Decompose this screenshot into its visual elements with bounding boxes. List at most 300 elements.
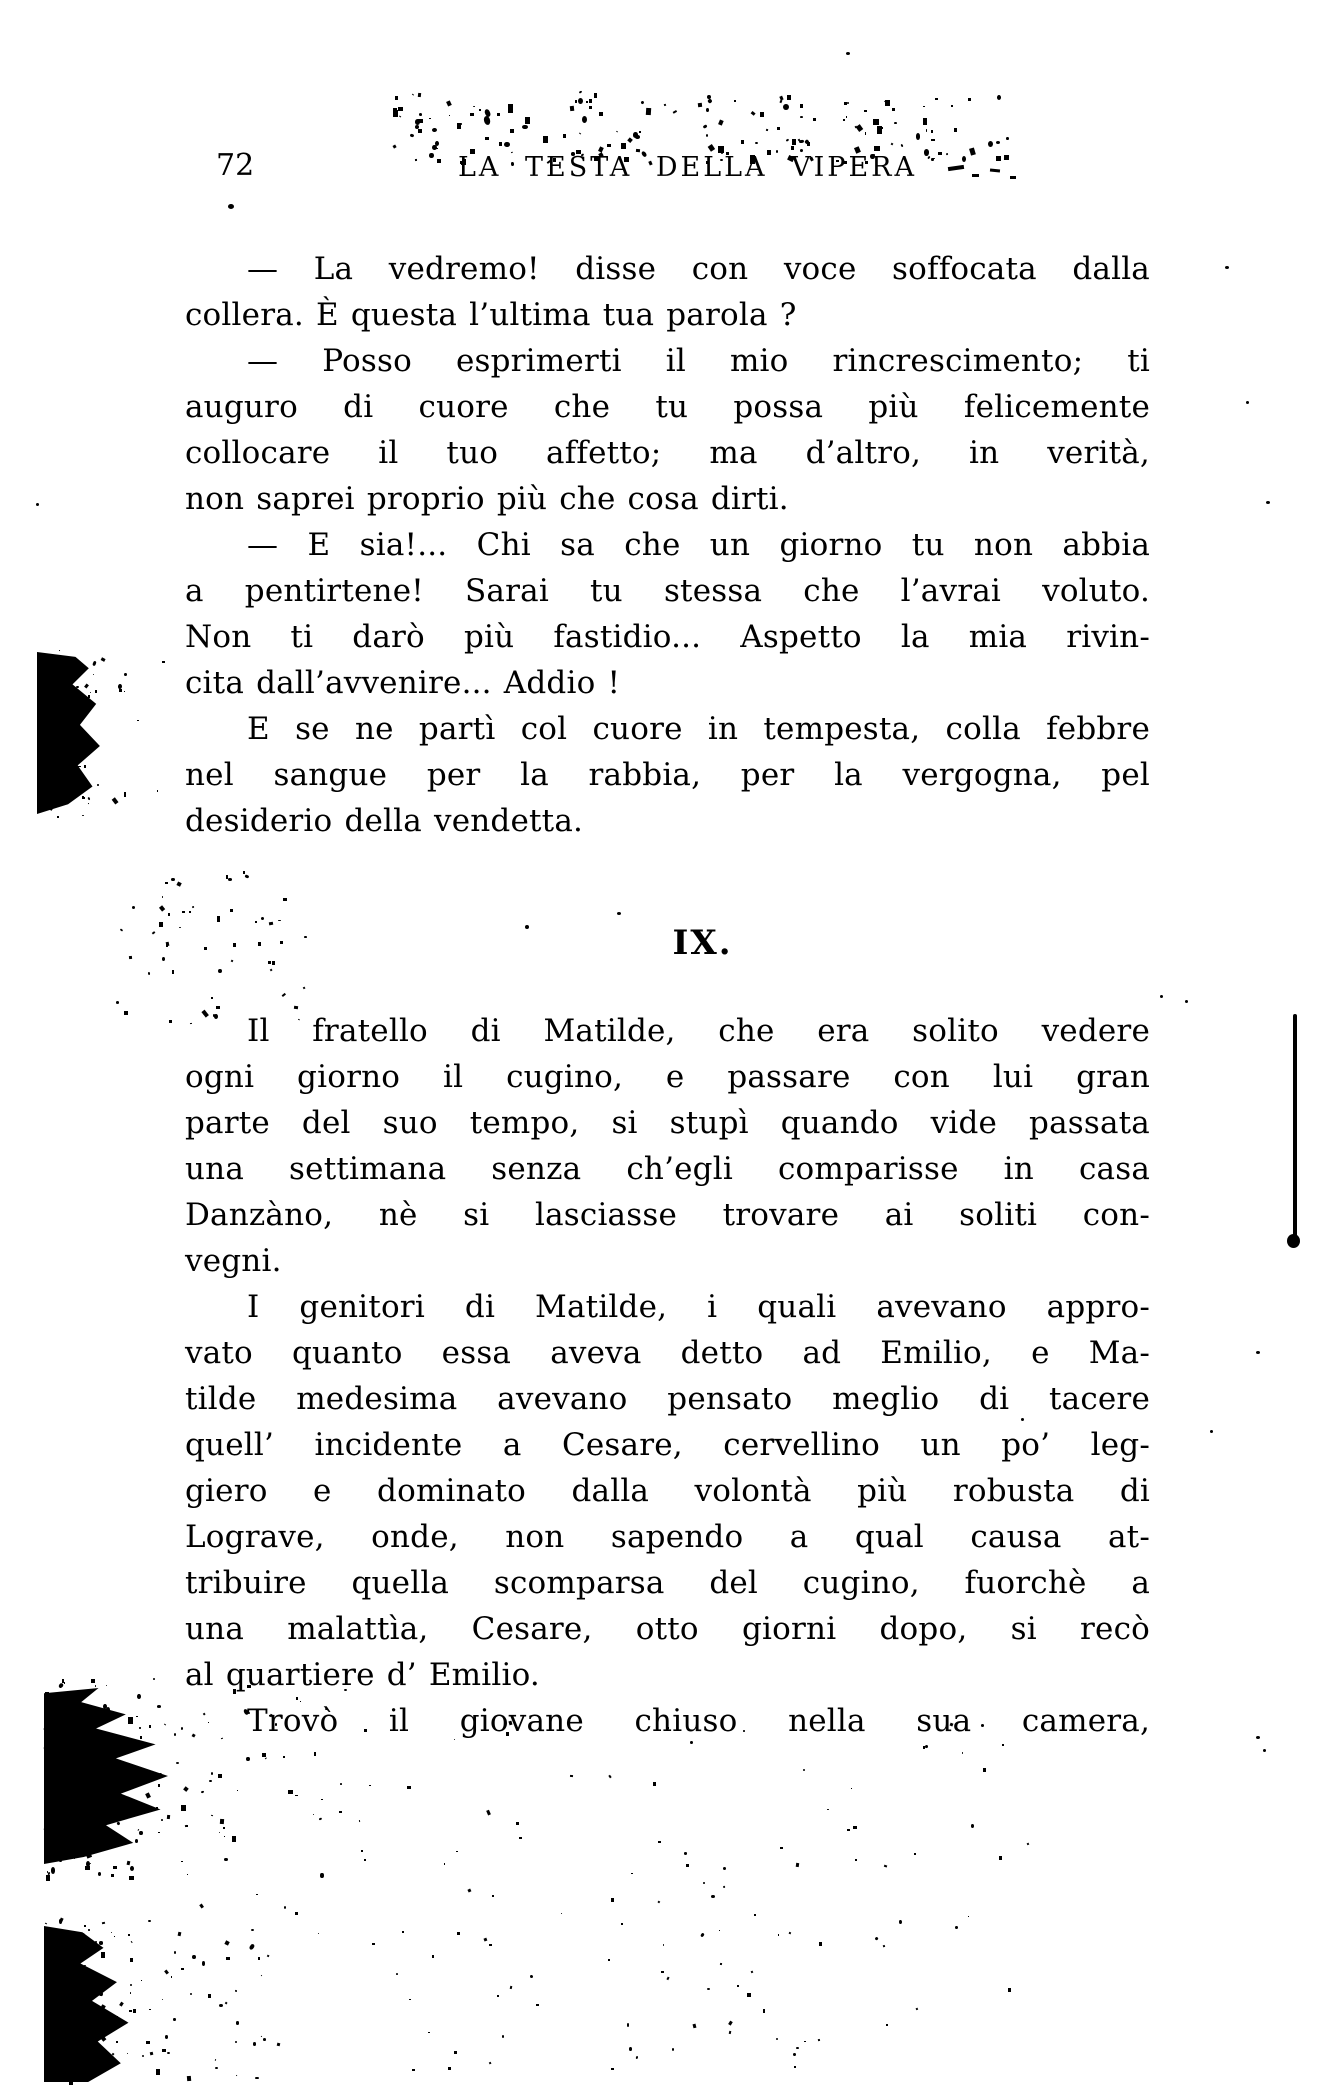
noise-dot: [131, 1941, 133, 1943]
noise-dot: [130, 1958, 133, 1962]
noise-dot: [48, 2064, 52, 2069]
noise-dot: [57, 779, 61, 784]
page-number: 72: [216, 148, 255, 183]
text-line: desiderio della vendetta.: [185, 803, 584, 839]
noise-dot: [45, 1922, 47, 1924]
noise-dot: [95, 1941, 97, 1943]
noise-dot: [108, 1771, 113, 1776]
noise-dot: [658, 1901, 661, 1903]
noise-dot: [295, 1912, 298, 1915]
noise-dot: [137, 720, 139, 722]
noise-dot: [340, 1783, 342, 1785]
noise-dot: [117, 1821, 121, 1825]
noise-dot: [51, 1867, 56, 1874]
noise-dot: [178, 1932, 181, 1936]
noise-dot: [37, 673, 41, 677]
noise-dot: [799, 139, 804, 143]
noise-dot: [924, 1744, 927, 1747]
text-line: Danzàno, nè si lasciasse trovare ai soliti con-: [185, 1197, 1150, 1233]
noise-dot: [589, 99, 592, 103]
noise-dot: [44, 1738, 48, 1741]
noise-dot: [525, 117, 530, 123]
noise-dot: [114, 1936, 115, 1937]
noise-dot: [50, 1981, 52, 1983]
noise-dot: [99, 2034, 106, 2042]
noise-dot: [519, 1837, 522, 1839]
noise-dot: [883, 1945, 886, 1948]
noise-dot: [418, 129, 422, 133]
text-line: — Posso esprimerti il mio rincrescimento; ti: [247, 343, 1150, 379]
noise-dot: [92, 661, 97, 666]
noise-dot: [1008, 1988, 1011, 1992]
noise-dot: [393, 110, 398, 116]
noise-dot: [467, 1888, 471, 1892]
noise-dot: [48, 1794, 52, 1799]
noise-dot: [807, 142, 810, 146]
noise-dot: [611, 1898, 614, 1901]
noise-dot: [79, 1843, 81, 1846]
text-line: vato quanto essa aveva detto ad Emilio, e Ma-: [185, 1335, 1150, 1371]
noise-dot: [100, 2004, 106, 2010]
noise-dot: [563, 134, 567, 138]
noise-dot: [487, 1810, 492, 1816]
noise-dot: [1256, 1351, 1260, 1354]
noise-dot: [128, 1934, 130, 1936]
noise-dot: [111, 2014, 113, 2016]
noise-dot: [59, 1811, 61, 1813]
noise-dot: [88, 695, 90, 697]
noise-dot: [106, 1685, 107, 1686]
noise-dot: [54, 1736, 58, 1739]
paragraph: [185, 1008, 1150, 1284]
noise-dot: [847, 102, 849, 105]
noise-dot: [80, 749, 84, 753]
noise-dot: [83, 695, 84, 696]
noise-dot: [100, 657, 105, 662]
section-heading: IX.: [672, 923, 733, 963]
noise-dot: [139, 1727, 140, 1728]
noise-dot: [706, 108, 709, 112]
noise-dot: [686, 1864, 689, 1867]
noise-dot: [57, 1832, 61, 1836]
noise-dot: [51, 1853, 56, 1858]
noise-dot: [968, 98, 970, 101]
text-line: E se ne partì col cuore in tempesta, colla febbre: [247, 711, 1150, 747]
noise-dot: [707, 98, 713, 104]
noise-dot: [765, 129, 768, 132]
noise-dot: [955, 1926, 958, 1929]
noise-dot: [999, 1856, 1002, 1860]
noise-dot: [702, 124, 707, 128]
noise-dot: [569, 1775, 573, 1778]
text-line: Il fratello di Matilde, che era solito vedere: [247, 1013, 1150, 1049]
noise-dot: [1263, 1749, 1266, 1752]
noise-dot: [47, 752, 49, 753]
noise-dot: [84, 684, 89, 689]
noise-dot: [412, 94, 414, 96]
noise-dot: [55, 714, 57, 716]
noise-dot: [82, 797, 85, 799]
noise-dot: [82, 815, 84, 816]
noise-dot: [101, 1756, 104, 1759]
noise-dot: [144, 1770, 146, 1772]
noise-dot: [116, 1769, 121, 1774]
noise-dot: [847, 1829, 849, 1831]
noise-dot: [260, 1975, 262, 1977]
noise-dot: [106, 1707, 110, 1713]
noise-dot: [57, 698, 60, 701]
noise-dot: [611, 2068, 614, 2070]
noise-dot: [755, 142, 758, 145]
text-line: parte del suo tempo, si stupì quando vide passata: [185, 1105, 1150, 1141]
text-line: una settimana senza ch’egli comparisse in casa: [185, 1151, 1150, 1187]
noise-dot: [419, 113, 422, 116]
noise-dot: [658, 1841, 661, 1844]
noise-dot: [483, 1938, 487, 1942]
noise-dot: [130, 1866, 135, 1872]
noise-dot: [63, 1963, 65, 1965]
noise-dot: [129, 956, 132, 959]
noise-dot: [142, 2055, 144, 2057]
noise-dot: [684, 1852, 687, 1854]
noise-dot: [530, 1974, 533, 1977]
noise-dot: [38, 686, 41, 689]
noise-dot: [105, 1843, 107, 1844]
noise-dot: [983, 1768, 986, 1772]
noise-dot: [39, 724, 42, 728]
noise-dot: [1266, 501, 1270, 504]
noise-dot: [110, 1754, 116, 1761]
noise-dot: [106, 2024, 108, 2026]
noise-dot: [68, 2027, 70, 2029]
noise-dot: [50, 1777, 52, 1779]
noise-dot: [492, 1895, 495, 1897]
noise-dot: [788, 1932, 790, 1934]
noise-dot: [59, 1860, 62, 1862]
noise-dot: [796, 1862, 800, 1866]
text-line: quell’ incidente a Cesare, cervellino un po’ leg-: [185, 1427, 1150, 1463]
noise-dot: [236, 2075, 238, 2077]
noise-dot: [884, 1865, 887, 1868]
noise-dot: [124, 1011, 128, 1015]
noise-dot: [803, 1769, 805, 1771]
noise-dot: [48, 684, 51, 687]
noise-dot: [599, 112, 604, 115]
noise-dot: [1185, 1000, 1188, 1003]
noise-dot: [395, 96, 398, 101]
noise-dot: [750, 111, 755, 116]
paragraph: [185, 706, 1150, 844]
noise-dot: [47, 1871, 48, 1872]
noise-dot: [77, 2072, 80, 2075]
noise-dot: [931, 139, 935, 142]
text-line: a pentirtene! Sarai tu stessa che l’avrai voluto.: [185, 573, 1150, 609]
noise-dot: [38, 738, 42, 744]
noise-dot: [186, 2076, 191, 2081]
noise-dot: [90, 1863, 91, 1864]
noise-dot: [84, 1965, 86, 1966]
paragraph: [185, 246, 1150, 338]
text-line: Lograve, onde, non sapendo a qual causa at-: [185, 1519, 1150, 1555]
noise-dot: [171, 1976, 172, 1978]
noise-dot: [47, 2011, 52, 2017]
noise-dot: [47, 1750, 50, 1753]
noise-dot: [65, 694, 66, 695]
noise-dot: [255, 2077, 259, 2080]
noise-dot: [707, 1988, 710, 1990]
text-line: nel sangue per la rabbia, per la vergogna, pel: [185, 757, 1150, 793]
noise-dot: [646, 108, 651, 115]
noise-dot: [962, 1752, 963, 1754]
noise-dot: [692, 2024, 696, 2029]
noise-dot: [102, 1921, 105, 1924]
text-line: — La vedremo! disse con voce soffocata dalla: [247, 251, 1150, 287]
noise-dot: [119, 689, 122, 692]
noise-dot: [61, 1701, 64, 1704]
text-line: giero e dominato dalla volontà più robusta di: [185, 1473, 1150, 1509]
noise-dot: [873, 119, 879, 126]
noise-dot: [114, 2016, 118, 2020]
text-line: al quartiere d’ Emilio.: [185, 1657, 540, 1693]
noise-dot: [589, 106, 592, 109]
noise-dot: [607, 144, 611, 147]
noise-dot: [103, 1777, 104, 1778]
noise-dot: [916, 2008, 919, 2011]
noise-dot: [954, 128, 957, 132]
noise-dot: [864, 110, 867, 112]
noise-dot: [80, 1933, 84, 1937]
noise-dot: [54, 804, 56, 807]
noise-dot: [396, 1973, 398, 1975]
noise-dot: [48, 1770, 50, 1772]
noise-dot: [68, 798, 71, 800]
noise-dot: [137, 1694, 141, 1699]
noise-dot: [46, 2079, 48, 2081]
noise-dot: [79, 2067, 81, 2069]
noise-dot: [444, 1863, 445, 1864]
noise-dot: [504, 142, 510, 147]
noise-dot: [706, 134, 708, 137]
noise-dot: [83, 1855, 84, 1857]
noise-dot: [502, 2035, 505, 2038]
paragraph: [185, 1284, 1150, 1698]
noise-dot: [111, 1874, 114, 1877]
noise-dot: [124, 691, 125, 692]
noise-dot: [54, 764, 57, 766]
text-line: tribuire quella scomparsa del cugino, fuorchè a: [185, 1565, 1150, 1601]
noise-dot: [44, 1727, 47, 1731]
noise-dot: [81, 2000, 84, 2003]
noise-dot: [123, 1797, 126, 1800]
noise-dot: [120, 928, 124, 931]
noise-dot: [69, 711, 71, 713]
noise-dot: [141, 1980, 143, 1981]
noise-dot: [165, 941, 168, 945]
noise-dot: [60, 715, 63, 718]
noise-dot: [894, 122, 896, 124]
noise-dot: [672, 111, 676, 115]
noise-dot: [48, 736, 51, 739]
noise-dot: [124, 673, 127, 676]
noise-dot: [168, 913, 170, 916]
noise-dot: [1225, 266, 1229, 269]
noise-dot: [176, 882, 181, 888]
noise-dot: [261, 2036, 262, 2037]
noise-dot: [359, 1820, 360, 1822]
noise-dot: [36, 503, 39, 506]
noise-dot: [130, 1984, 132, 1986]
noise-dot: [46, 1875, 50, 1881]
noise-dot: [172, 970, 175, 973]
noise-dot: [137, 1828, 139, 1830]
noise-dot: [171, 878, 175, 881]
noise-dot: [82, 1979, 84, 1981]
noise-dot: [88, 1929, 90, 1930]
noise-dot: [199, 1903, 204, 1908]
noise-dot: [162, 661, 165, 663]
noise-dot: [885, 100, 889, 106]
noise-dot: [339, 1811, 342, 1813]
noise-dot: [129, 1876, 134, 1880]
noise-dot: [931, 130, 933, 132]
text-line: ogni giorno il cugino, e passare con lui gran: [185, 1059, 1150, 1095]
noise-dot: [162, 896, 164, 898]
noise-dot: [228, 204, 234, 209]
noise-dot: [923, 1746, 925, 1749]
noise-dot: [522, 125, 528, 130]
text-line: — E sia!... Chi sa che un giorno tu non abbia: [247, 527, 1150, 563]
noise-dot: [98, 1872, 101, 1876]
noise-dot: [58, 650, 60, 651]
noise-dot: [582, 116, 587, 123]
noise-dot: [82, 702, 84, 704]
noise-dot: [429, 118, 431, 119]
noise-dot: [508, 104, 514, 112]
noise-dot: [100, 1761, 104, 1766]
noise-dot: [133, 2009, 136, 2012]
noise-dot: [951, 105, 954, 107]
noise-dot: [402, 1931, 404, 1932]
noise-dot: [779, 96, 784, 101]
text-line: cita dall’avvenire... Addio !: [185, 665, 621, 701]
noise-dot: [627, 2023, 630, 2027]
noise-dot: [97, 1817, 99, 1819]
noise-dot: [102, 1715, 103, 1716]
noise-dot: [90, 1750, 92, 1753]
noise-dot: [418, 93, 422, 97]
noise-dot: [653, 1782, 656, 1786]
noise-dot: [38, 808, 41, 811]
text-column: [185, 246, 1150, 1744]
noise-dot: [49, 2030, 51, 2031]
noise-dot: [116, 1817, 118, 1819]
noise-dot: [127, 2053, 128, 2054]
paragraph: [185, 1698, 1150, 1744]
noise-dot: [64, 1682, 65, 1683]
noise-dot: [99, 1992, 103, 1996]
noise-dot: [113, 1866, 117, 1869]
noise-dot: [846, 52, 850, 55]
noise-dot: [800, 116, 803, 118]
noise-dot: [792, 139, 796, 145]
noise-dot: [616, 131, 618, 133]
noise-dot: [157, 790, 158, 792]
noise-dot: [53, 703, 56, 705]
noise-dot: [46, 782, 48, 785]
noise-dot: [843, 119, 845, 121]
noise-dot: [79, 1802, 82, 1807]
noise-dot: [633, 132, 638, 138]
noise-dot: [372, 1943, 375, 1945]
noise-dot: [510, 129, 514, 133]
noise-dot: [58, 1765, 62, 1768]
paragraph: [185, 338, 1150, 522]
text-line: Non ti darò più fastidio... Aspetto la mia rivin-: [185, 619, 1150, 655]
noise-dot: [52, 1949, 56, 1954]
noise-dot: [970, 1824, 973, 1828]
noise-dot: [76, 686, 79, 689]
noise-dot: [516, 1822, 519, 1825]
text-line: auguro di cuore che tu possa più felicemente: [185, 389, 1150, 425]
noise-dot: [54, 676, 58, 680]
noise-dot: [780, 1847, 783, 1849]
noise-dot: [169, 1020, 172, 1023]
noise-dot: [853, 1826, 856, 1829]
noise-dot: [119, 2002, 123, 2007]
noise-dot: [446, 100, 451, 106]
noise-dot: [1002, 1744, 1004, 1746]
noise-dot: [61, 2038, 65, 2043]
noise-dot: [916, 133, 920, 139]
noise-dot: [711, 1895, 714, 1898]
running-title: LA TESTA DELLA VIPERA: [458, 152, 918, 183]
noise-dot: [996, 141, 1000, 144]
noise-dot: [49, 1965, 51, 1967]
noise-dot: [91, 1679, 95, 1683]
noise-dot: [718, 120, 723, 126]
noise-dot: [457, 123, 461, 129]
noise-dot: [72, 1736, 76, 1741]
noise-dot: [1160, 995, 1163, 998]
noise-dot: [923, 106, 925, 107]
noise-dot: [865, 132, 867, 134]
noise-dot: [48, 805, 54, 811]
noise-dot: [923, 118, 928, 125]
text-line: Trovò il giovane chiuso nella sua camera,: [247, 1703, 1150, 1739]
noise-dot: [44, 739, 45, 740]
noise-dot: [57, 1932, 59, 1934]
noise-dot: [95, 1685, 97, 1687]
noise-dot: [132, 906, 135, 909]
noise-dot: [627, 138, 632, 144]
noise-dot: [129, 2010, 132, 2012]
noise-dot: [101, 1952, 105, 1958]
noise-dot: [608, 1775, 611, 1779]
noise-dot: [45, 2016, 46, 2017]
noise-dot: [393, 108, 397, 112]
noise-dot: [148, 972, 150, 975]
noise-dot: [432, 128, 437, 133]
noise-dot: [159, 905, 165, 911]
noise-dot: [97, 784, 98, 786]
noise-dot: [90, 1725, 91, 1726]
noise-dot: [751, 1971, 753, 1974]
noise-dot: [398, 107, 403, 111]
noise-dot: [124, 792, 127, 796]
noise-dot: [641, 101, 645, 105]
scan-noise-blob-left-fringe: [37, 648, 187, 818]
noise-dot: [499, 142, 502, 145]
